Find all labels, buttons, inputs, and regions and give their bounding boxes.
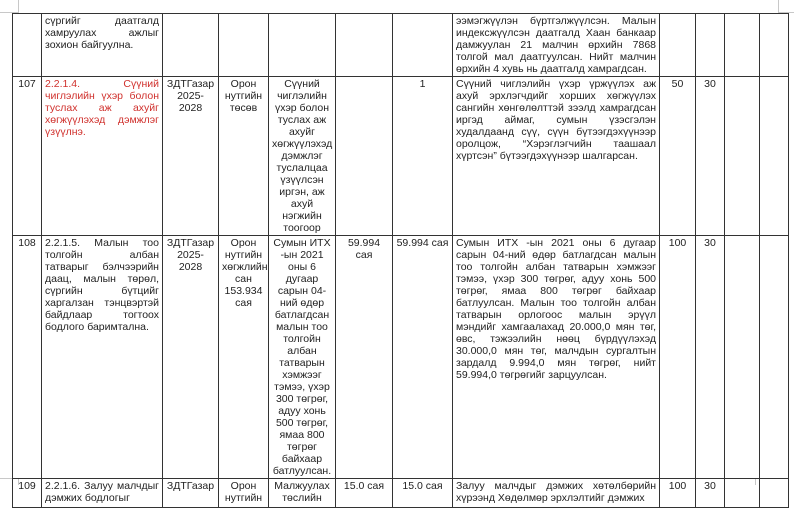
actual-cell: [393, 14, 453, 77]
actual-cell: 59.994 сая: [393, 236, 453, 479]
actual-cell: 15.0 сая: [393, 479, 453, 508]
responsible-period-cell: ЗДТГазар 2025-2028: [163, 77, 219, 236]
score-cell: 100: [660, 479, 696, 508]
target-cell: 59.994 сая: [336, 236, 393, 479]
funding-cell: Орон нутгийн: [219, 479, 269, 508]
responsible-period-cell: ЗДТГазар 2025-2028: [163, 236, 219, 479]
result-cell: ээмэгжүүлэн бүртгэлжүүлсэн. Малын индексжүүлсэн даатгалд Хаан банкаар дамжуулан 21 малчин өрхийн 7868 толгой мал даатгуулсан. Нийт малчин өрхийн 4 хувь нь даатгалд хамрагдсан.: [453, 14, 660, 77]
responsible-period-cell: [163, 14, 219, 77]
extra-cell-2: [760, 14, 789, 77]
plan-implementation-table: [12, 13, 789, 508]
measure-cell: сүргийг даатгалд хамруулах ажлыг зохион байгуулна.: [42, 14, 163, 77]
table-row: [13, 479, 789, 508]
extra-cell: [725, 236, 760, 479]
row-number: 109: [13, 479, 42, 508]
score-cell-2: [696, 14, 725, 77]
measure-cell: 2.2.1.4. Сүүний чиглэлийн үхэр болон туслах аж ахуйг хөгжүүлэхэд дэмжлэг үзүүлнэ.: [42, 77, 163, 236]
row-number: 107: [13, 77, 42, 236]
table-row: [13, 236, 789, 479]
responsible-period-cell: ЗДТГазар: [163, 479, 219, 508]
extra-cell: [725, 77, 760, 236]
table-row: [13, 14, 789, 77]
score-cell: [660, 14, 696, 77]
score-cell-2: 30: [696, 236, 725, 479]
page-corner-mark-top-right: [778, 0, 779, 12]
extra-cell-2: [760, 77, 789, 236]
measure-cell: 2.2.1.5. Малын тоо толгойн албан татварыг бэлчээрийн даац, малын төрөл, сүргийн бүтцийг харгалзан тэнцвэртэй байдлаар тогтоох бодлого баримтална.: [42, 236, 163, 479]
funding-cell: Орон нутгийн хөгжлийн сан 153.934 сая: [219, 236, 269, 479]
indicator-cell: Малжуулах төслийн: [269, 479, 336, 508]
extra-cell: [725, 14, 760, 77]
target-cell: [336, 14, 393, 77]
indicator-cell: [269, 14, 336, 77]
score-cell-2: 30: [696, 479, 725, 508]
row-number: [13, 14, 42, 77]
funding-cell: [219, 14, 269, 77]
page-corner-mark-top-left: [0, 0, 19, 13]
result-cell: Залуу малчдыг дэмжих хөтөлбөрийн хүрээнд Хөдөлмөр эрхлэлтийг дэмжих: [453, 479, 660, 508]
table-row: [13, 77, 789, 236]
measure-cell: 2.2.1.6. Залуу малчдыг дэмжих бодлогыг: [42, 479, 163, 508]
extra-cell-2: [760, 479, 789, 508]
target-cell: 15.0 сая: [336, 479, 393, 508]
extra-cell-2: [760, 236, 789, 479]
result-cell: Сүүний чиглэлийн үхэр үржүүлэх аж ахуй эрхлэгчдийг хорших хөгжүүлэх сангийн хөнгөлөлттэй зээлд хамрагдсан иргэд аймаг, сумын үзэсгэлэн худалдаанд сүү, сүүн бүтээгдэхүүнээр оролцож, “Хэрэглэгчийн таашаал хүртсэн” бүтээгдэхүүнээр шалгарсан.: [453, 77, 660, 236]
funding-cell: Орон нутгийн төсөв: [219, 77, 269, 236]
extra-cell: [725, 479, 760, 508]
target-cell: [336, 77, 393, 236]
score-cell: 100: [660, 236, 696, 479]
actual-cell: 1: [393, 77, 453, 236]
indicator-cell: Сүүний чиглэлийн үхэр болон туслах аж ахуйг хөгжүүлэхэд дэмжлэг туслалцаа үзүүлсэн иргэн, аж ахуй нэгжийн тоогоор: [269, 77, 336, 236]
score-cell: 50: [660, 77, 696, 236]
result-cell: Сумын ИТХ -ын 2021 оны 6 дугаар сарын 04-ний өдөр батлагдсан малын тоо толгойн албан татварын хэмжээг тэмээ, үхэр 300 төгрөг, адуу хонь 500 төгрөг, ямаа 800 төгрөг байхаар батлуулсан. Малын тоо толгойн албан татварын орлогоос малын эрүүл мэндийг хамгаалахад 20.000,0 мян төг, өвс, тэжээлийн нөөц бүрдүүлэхэд 30.000,0 мян төг, малчдын сургалтын зардалд 9.994,0 мян төгрөг, нийт 59.994,0 төгрөгийг зарцуулсан.: [453, 236, 660, 479]
score-cell-2: 30: [696, 77, 725, 236]
indicator-cell: Сумын ИТХ -ын 2021 оны 6 дугаар сарын 04-ний өдөр батлагдсан малын тоо толгойн албан татварын хэмжээг тэмээ, үхэр 300 төгрөг, адуу хонь 500 төгрөг, ямаа 800 төгрөг байхаар батлуулсан.: [269, 236, 336, 479]
row-number: 108: [13, 236, 42, 479]
